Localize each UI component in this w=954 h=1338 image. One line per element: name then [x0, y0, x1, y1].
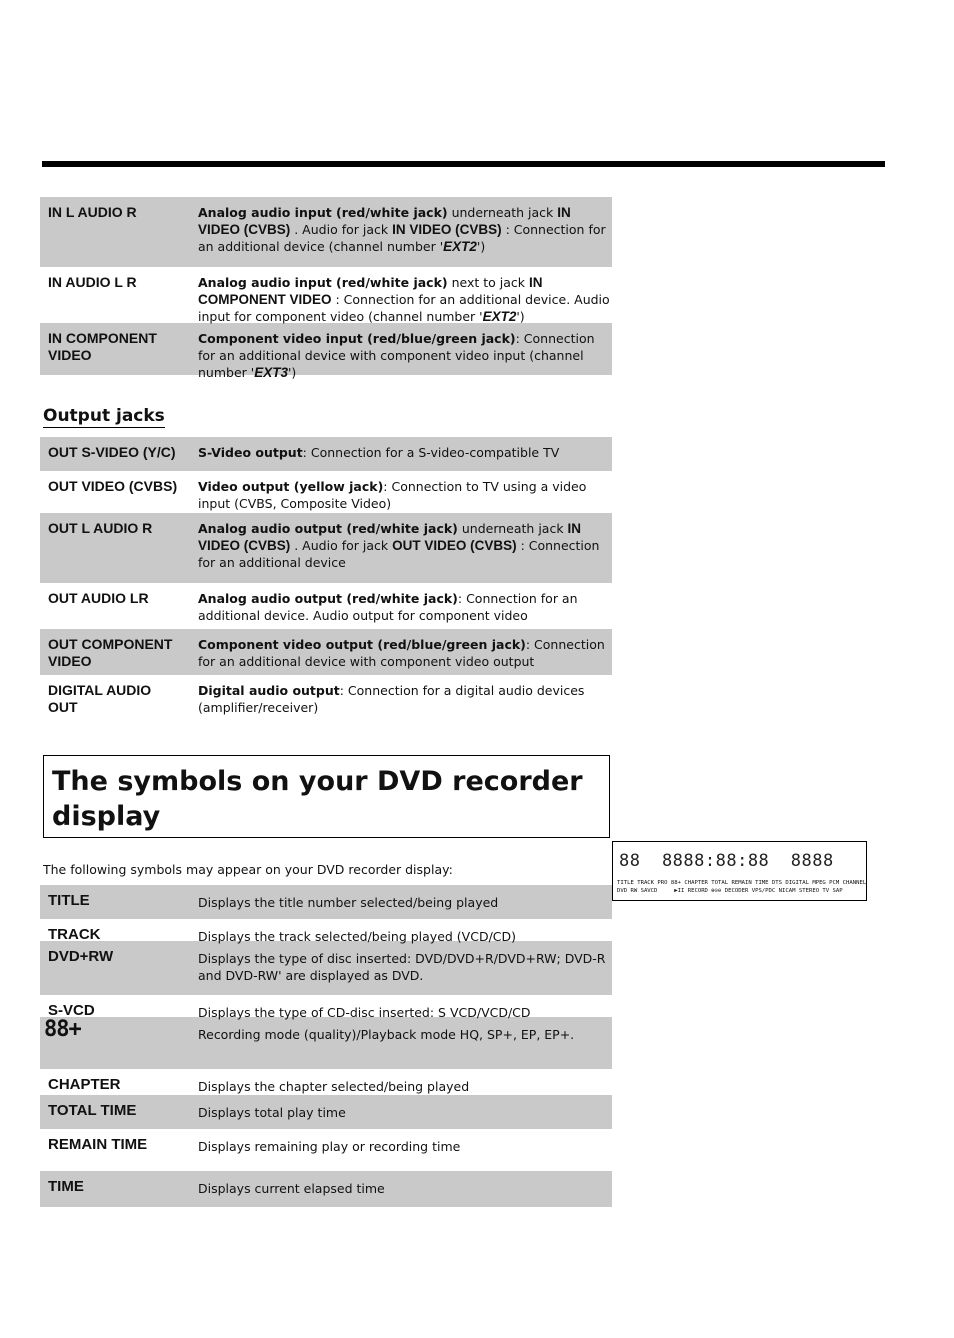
table-row — [40, 1129, 612, 1171]
symbol-description: Displays remaining play or recording time — [198, 1139, 461, 1154]
symbols-title: The symbols on your DVD recorder display — [52, 766, 583, 832]
jack-description: Component video output (red/blue/green jack): Connection for an additional device with component video output — [198, 637, 605, 669]
table-row — [40, 941, 612, 995]
symbol-label: TRACK — [48, 926, 101, 943]
symbol-label: TIME — [48, 1178, 84, 1195]
lcd-indicators-line2: DVD RW SAVCD ▶II RECORD ⊕⊙⊖ DECODER VPS/PDC NICAM STEREO TV SAP — [617, 888, 843, 894]
table-row — [40, 583, 612, 629]
table-row — [40, 1017, 612, 1069]
symbol-description: Displays the type of CD-disc inserted: S VCD/VCD/CD — [198, 1005, 531, 1020]
symbol-description: Displays the chapter selected/being played — [198, 1079, 470, 1094]
symbol-label: CHAPTER — [48, 1076, 121, 1093]
jack-description: Component video input (red/blue/green jack): Connection for an additional device with component video input (channel number 'EXT3') — [198, 331, 595, 380]
symbol-label: REMAIN TIME — [48, 1136, 148, 1153]
jack-label: OUT VIDEO (CVBS) — [48, 478, 178, 494]
table-row — [40, 323, 612, 380]
jack-label: IN L AUDIO R — [48, 204, 137, 220]
symbol-description: Displays current elapsed time — [198, 1181, 385, 1196]
jack-description: Digital audio output: Connection for a digital audio devices (amplifier/receiver) — [198, 683, 585, 715]
jack-description: Video output (yellow jack): Connection to TV using a video input (CVBS, Composite Video) — [198, 479, 587, 511]
jack-label: IN COMPONENT VIDEO — [48, 330, 157, 363]
jack-label: OUT S-VIDEO (Y/C) — [48, 444, 176, 460]
table-row — [40, 197, 612, 267]
output-jacks-table — [40, 437, 612, 715]
segment-digits-icon: 88+ — [44, 1017, 81, 1042]
table-row — [40, 919, 612, 944]
jack-label: OUT AUDIO LR — [48, 590, 149, 606]
symbols-title-box — [43, 755, 610, 838]
symbol-label: DVD+RW — [48, 948, 114, 965]
jack-description: Analog audio input (red/white jack) next to jack IN COMPONENT VIDEO : Connection for an additional device. Audio input for component video (channel number 'EXT2') — [198, 275, 610, 324]
symbol-label: TITLE — [48, 892, 90, 909]
jack-description: S-Video output: Connection for a S-video-compatible TV — [198, 445, 560, 460]
table-row — [40, 1171, 612, 1207]
table-row — [40, 513, 612, 583]
jack-description: Analog audio output (red/white jack): Connection for an additional device. Audio output for component video — [198, 591, 578, 623]
jack-label: IN AUDIO L R — [48, 274, 137, 290]
table-row — [40, 1069, 612, 1095]
jack-description: Analog audio output (red/white jack) underneath jack IN VIDEO (CVBS) . Audio for jack OUT VIDEO (CVBS) : Connection for an additional device — [198, 521, 600, 570]
symbol-description: Displays total play time — [198, 1105, 346, 1120]
symbol-description: Recording mode (quality)/Playback mode HQ, SP+, EP, EP+. — [198, 1027, 575, 1042]
jack-label: DIGITAL AUDIO OUT — [48, 682, 152, 715]
symbols-intro: The following symbols may appear on your DVD recorder display: — [43, 862, 453, 877]
table-row — [40, 267, 612, 323]
jack-label: OUT L AUDIO R — [48, 520, 153, 536]
symbol-description: Displays the track selected/being played (VCD/CD) — [198, 929, 517, 944]
table-row — [40, 675, 612, 715]
top-rule — [42, 161, 885, 167]
table-row — [40, 437, 612, 471]
dvd-recorder-display-illustration — [612, 841, 867, 901]
input-jacks-table — [40, 197, 612, 380]
table-row — [40, 995, 612, 1020]
jack-description: Analog audio input (red/white jack) underneath jack IN VIDEO (CVBS) . Audio for jack IN VIDEO (CVBS) : Connection for an additional device (channel number 'EXT2') — [198, 205, 606, 254]
table-row — [40, 629, 612, 675]
output-jacks-heading: Output jacks — [43, 406, 165, 426]
symbol-label: TOTAL TIME — [48, 1102, 137, 1119]
lcd-indicators-line1: TITLE TRACK PRO 88+ CHAPTER TOTAL REMAIN TIME DTS DIGITAL MPEG PCM CHANNEL — [617, 880, 867, 886]
symbol-description: Displays the type of disc inserted: DVD/DVD+R/DVD+RW; DVD-R and DVD-RW' are displayed as DVD. — [198, 951, 606, 983]
symbol-label: S-VCD — [48, 1002, 95, 1019]
jack-label: OUT COMPONENT VIDEO — [48, 636, 173, 669]
lcd-segments: 88 8888:88:88 8888 — [619, 851, 834, 871]
table-row — [40, 885, 612, 919]
symbol-description: Displays the title number selected/being played — [198, 895, 499, 910]
symbols-table — [40, 885, 612, 1207]
table-row — [40, 471, 612, 513]
table-row — [40, 1095, 612, 1129]
symbol-label — [40, 1017, 190, 1069]
